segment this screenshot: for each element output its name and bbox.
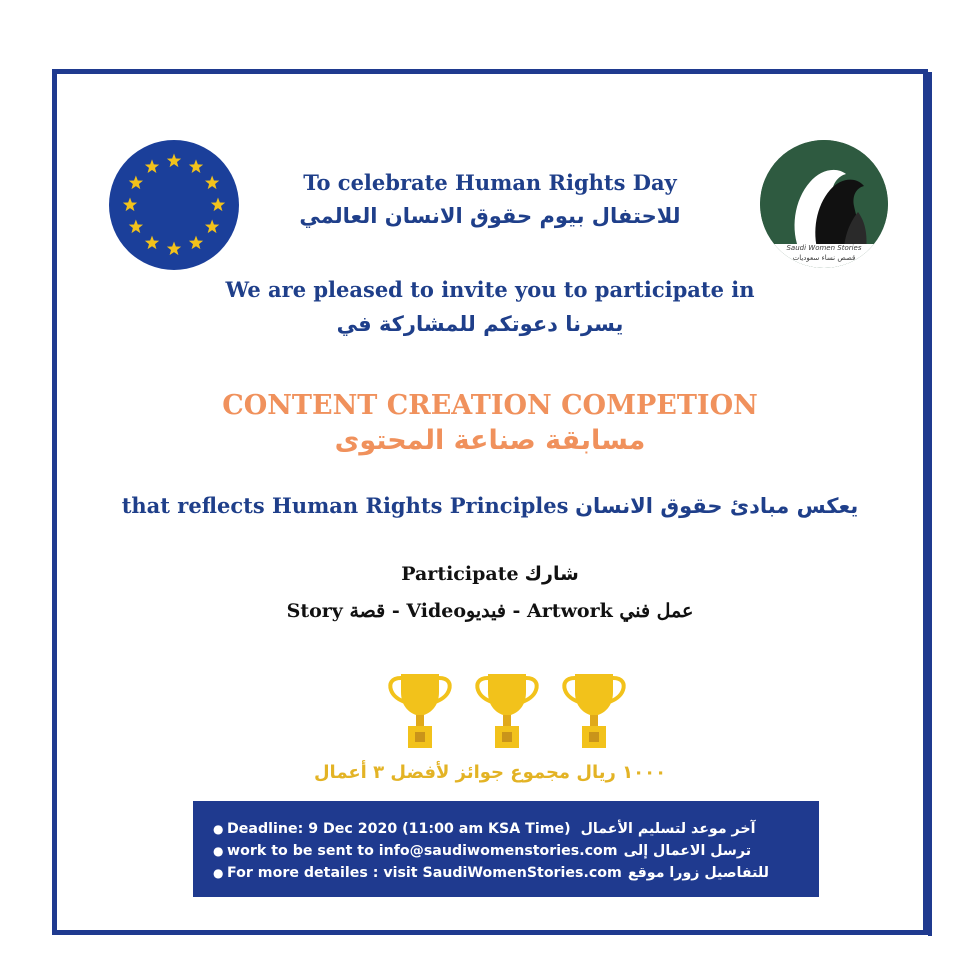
competition-title-arabic: مسابقة صناعة المحتوى <box>334 425 646 456</box>
star-icon <box>189 236 203 250</box>
email-english: work to be sent to info@saudiwomenstories.com <box>227 843 618 859</box>
deadline-info-box <box>193 801 819 897</box>
deadline-english: Deadline: 9 Dec 2020 (11:00 am KSA Time) <box>227 821 571 837</box>
celebrate-heading-english: To celebrate Human Rights Day <box>303 170 677 195</box>
email-arabic: ترسل الاعمال إلى <box>623 843 752 859</box>
trophy-icon <box>387 670 453 752</box>
competition-title-english: CONTENT CREATION COMPETION <box>222 390 758 421</box>
deadline-arabic: آخر موعد لتسليم الأعمال <box>580 821 756 837</box>
participate-english: Participate <box>401 563 519 585</box>
participate-arabic: شارك <box>524 563 579 585</box>
website-item <box>213 861 803 885</box>
invite-heading-english: We are pleased to invite you to participate in <box>225 277 755 302</box>
logo-caption-arabic: قصص نساء سعوديات <box>792 254 856 262</box>
prize-text: ١٠٠٠ ريال مجموع جوائز لأفضل ٣ أعمال <box>313 762 667 783</box>
website-arabic: للتفاصيل زورا موقع <box>627 865 769 881</box>
trophy-icon <box>474 670 540 752</box>
invite-heading-arabic: يسرنا دعوتكم للمشاركة في <box>336 312 624 336</box>
reflects-line <box>0 493 980 518</box>
star-icon <box>145 236 159 250</box>
reflects-arabic: يعكس مبادئ حقوق الانسان <box>575 494 859 518</box>
star-icon <box>167 242 181 256</box>
website-english: For more detailes : visit SaudiWomenStories.com <box>227 865 622 881</box>
trophy-icon <box>561 670 627 752</box>
bullet-icon: ● <box>213 844 224 858</box>
bullet-icon: ● <box>213 866 224 880</box>
logo-caption-english: Saudi Women Stories <box>786 244 862 252</box>
celebrate-heading-arabic: للاحتفال بيوم حقوق الانسان العالمي <box>299 204 681 228</box>
email-item <box>213 839 803 863</box>
categories-line: Story قصة - Videoفيديو - Artwork عمل فني <box>286 600 694 622</box>
reflects-english: that reflects Human Rights Principles <box>121 493 569 518</box>
deadline-item <box>213 817 803 841</box>
participate-line <box>0 563 980 585</box>
bullet-icon: ● <box>213 822 224 836</box>
star-icon <box>167 154 181 168</box>
